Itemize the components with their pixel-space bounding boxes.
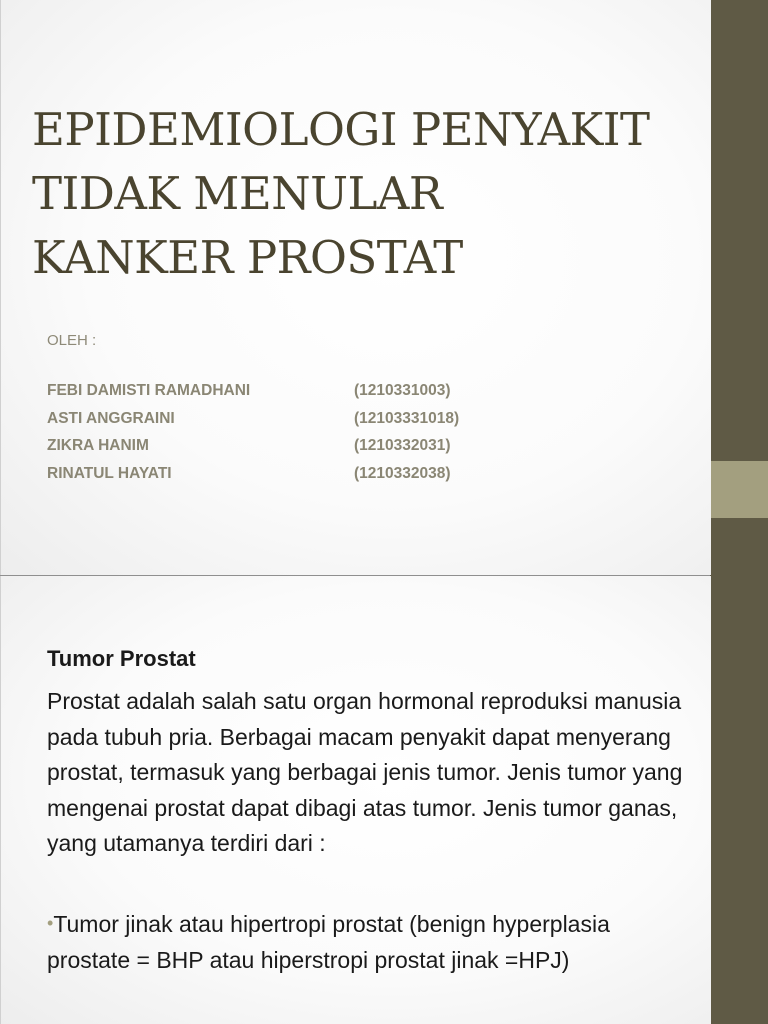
slide-title-line: EPIDEMIOLOGI PENYAKIT [32,103,650,156]
author-list [47,382,547,492]
bullet-icon: • [47,913,54,933]
bullet-item [47,906,697,978]
slide-title-line: KANKER PROSTAT [32,231,463,284]
author-id: (12103331018) [354,409,460,427]
slide-title-line: TIDAK MENULAR [32,167,443,220]
author-row [47,410,547,438]
author-name: RINATUL HAYATI [47,464,172,482]
author-row [47,382,547,410]
author-name: ASTI ANGGRAINI [47,409,175,427]
author-id: (1210332038) [354,464,451,482]
body-paragraph: Prostat adalah salah satu organ hormonal reproduksi manusia pada tubuh pria. Berbagai macam penyakit dapat menyerang prostat, termasuk yang berbagai jenis tumor. Jenis tumor yang mengenai prostat dapat dibagi atas tumor. Jenis tumor ganas, yang utamanya terdiri dari : [47,688,683,856]
bullet-text: Tumor jinak atau hipertropi prostat (benign hyperplasia prostate = BHP atau hiperstropi prostat jinak =HPJ) [47,911,610,973]
slide-title [32,98,702,290]
author-name: FEBI DAMISTI RAMADHANI [47,382,251,399]
author-row [47,437,547,465]
author-id: (1210332031) [354,437,451,454]
author-id: (1210331003) [354,382,451,399]
author-name: ZIKRA HANIM [47,437,149,454]
sidebar-accent-block [710,461,768,518]
section-heading: Tumor Prostat [47,646,196,671]
author-row [47,465,547,493]
byline-label: OLEH : [47,332,97,349]
